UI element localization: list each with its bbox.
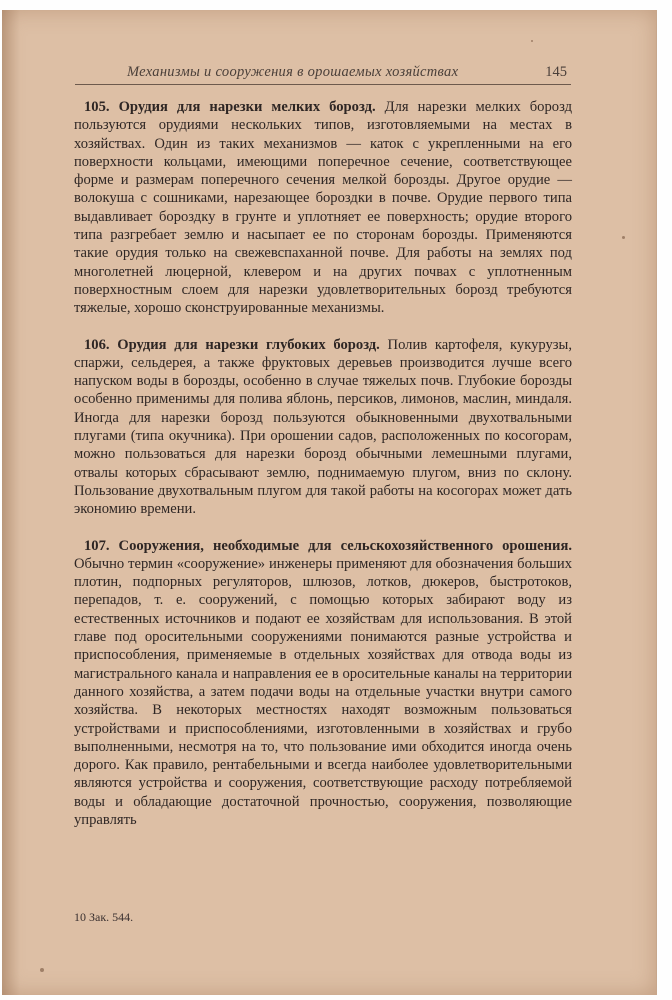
section-heading: 105. Орудия для нарезки мелких борозд. — [84, 99, 376, 115]
running-title: Механизмы и сооружения в орошаемых хозяйствах — [127, 64, 459, 80]
paper-speck — [622, 236, 625, 239]
page-number: 145 — [545, 64, 567, 80]
section-text: Для нарезки мелких борозд пользуются орудиями нескольких типов, изготовляемыми на местах в хозяйствах. Один из таких механизмов — каток с укрепленными на его поверхности кольцами, имеющими поперечное сечение, соответствующее форме и размерам поперечного сечения мелкой борозды. Другое орудие — волокуша с сошниками, нарезающее бороздки в почве. Орудие первого типа выдавливает бороздку в грунте и уплотняет ее поверхность; орудие второго типа разгребает землю и насыпает ее по сторонам борозды. Применяются такие орудия только на свежевспаханной почве. Для работы на землях под многолетней люцерной, клевером и на других почвах с уплотненным поверхностным слоем для нарезки удовлетворительных борозд требуются тяжелые, хорошо сконструированные механизмы. — [74, 99, 572, 317]
paper-speck — [531, 40, 533, 42]
section-text: Обычно термин «сооружение» инженеры применяют для обозначения больших плотин, подпорных регуляторов, шлюзов, лотков, дюкеров, быстротоков, перепадов, т. е. сооружений, с помощью которых забирают воду из естественных источников и подают ее хозяйствам для использования. В этой главе под оросительными сооружениями понимаются разные устройства и приспособления, применяемые в отдельных хозяйствах для отвода воды из магистрального канала и направления ее в оросительные каналы на территории данного хозяйства, а затем подачи воды на отдельные участки внутри самого хозяйства. В некоторых местностях находят возможным пользоваться устройствами и приспособлениями, изготовленными в хозяйствах и грубо выполненными, несмотря на то, что пользование ими обходится иногда очень дорого. Как правило, рентабельными и всегда наиболее удовлетворительными являются устройства и сооружения, соответствующие расходу потребляемой воды и обладающие достаточной прочностью, сооружения, позволяющие управлять — [74, 555, 572, 828]
section-107 — [74, 537, 572, 830]
page-gutter-shadow — [2, 10, 20, 995]
page-body — [74, 98, 572, 847]
running-head — [75, 64, 571, 85]
section-106 — [74, 336, 572, 519]
section-heading: 107. Сооружения, необходимые для сельскохозяйственного орошения. — [84, 537, 572, 554]
paper-speck — [40, 968, 44, 972]
section-text: Полив картофеля, кукурузы, спаржи, сельдерея, а также фруктовых деревьев производится лучше всего напуском воды в борозды, особенно в случае тяжелых почв. Глубокие борозды особенно применимы для полива яблонь, персиков, лимонов, маслин, миндаля. Иногда для нарезки борозд пользуются обыкновенными двухотвальными плугами (типа окучника). При орошении садов, расположенных по косогорам, можно пользоваться для нарезки борозд обычными лемешными плугами, отвалы которых сбрасывают землю, поднимаемую плугом, вниз по склону. Пользование двухотвальным плугом для такой работы на косогорах может дать экономию времени. — [74, 336, 572, 518]
section-heading: 106. Орудия для нарезки глубоких борозд. — [84, 336, 380, 353]
printer-signature: 10 Зак. 544. — [74, 910, 134, 924]
section-105 — [74, 98, 572, 318]
